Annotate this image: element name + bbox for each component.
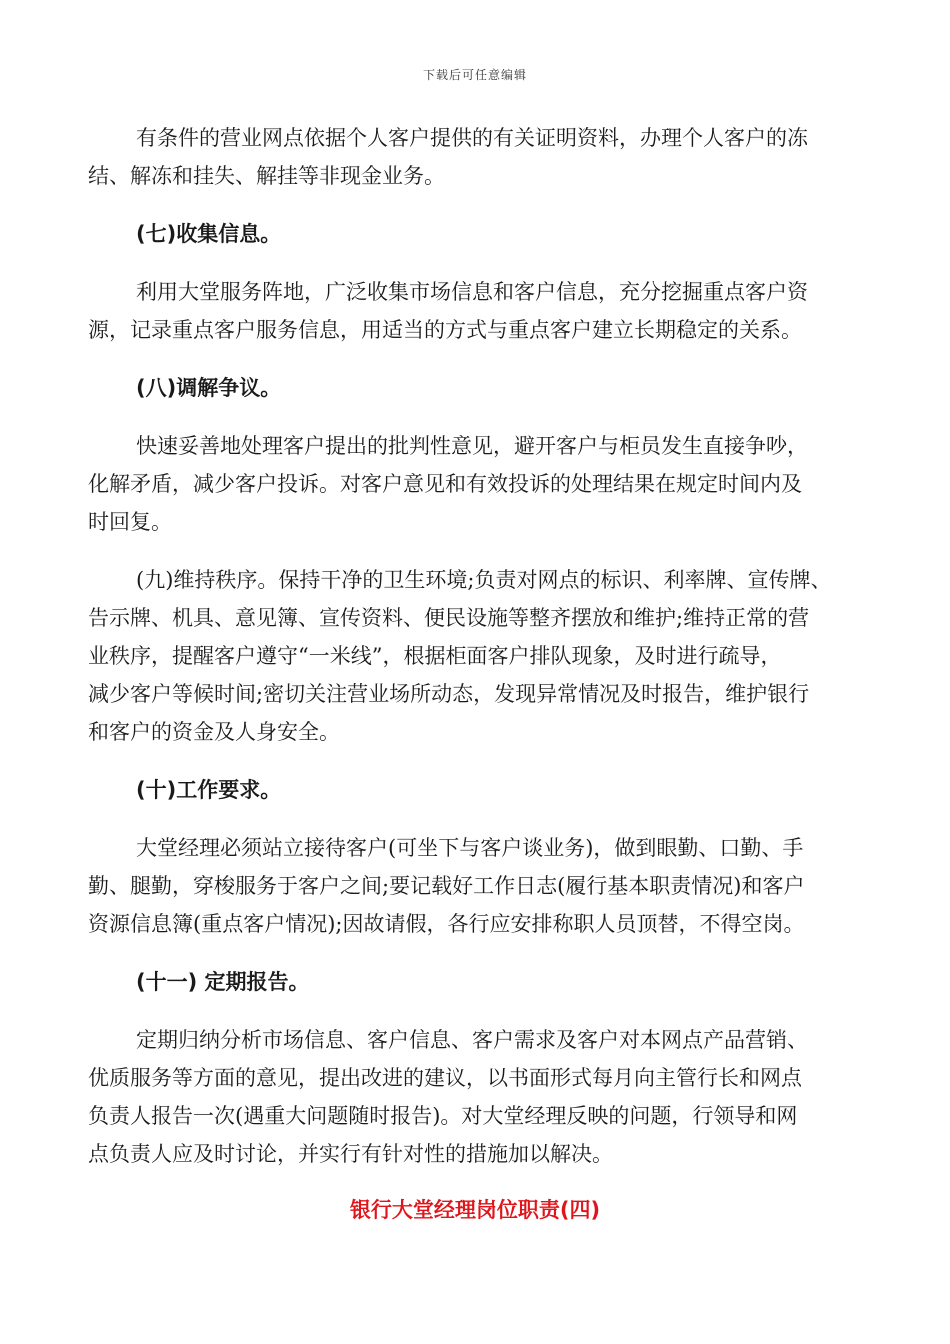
paragraph-line: 点负责人应及时讨论，并实行有针对性的措施加以解决。 [88,1142,613,1166]
paragraph-line: 化解矛盾，减少客户投诉。对客户意见和有效投诉的处理结果在规定时间内及 [88,472,802,496]
paragraph-line: 利用大堂服务阵地，广泛收集市场信息和客户信息，充分挖掘重点客户资 [136,280,808,304]
page-header: 下载后可任意编辑 [422,68,527,82]
paragraph-line: 和客户的资金及人身安全。 [88,720,340,744]
paragraph-line: 优质服务等方面的意见，提出改进的建议，以书面形式每月向主管行长和网点 [88,1066,802,1090]
section-heading: (八)调解争议。 [136,376,282,400]
section-heading: (七)收集信息。 [136,222,282,246]
section-title: 银行大堂经理岗位职责(四) [349,1198,601,1222]
paragraph-line: 减少客户等候时间;密切关注营业场所动态，发现异常情况及时报告，维护银行 [88,682,810,706]
paragraph-line: 负责人报告一次(遇重大问题随时报告)。对大堂经理反映的问题，行领导和网 [88,1104,798,1128]
paragraph-line: 源，记录重点客户服务信息，用适当的方式与重点客户建立长期稳定的关系。 [88,318,802,342]
paragraph-line: 定期归纳分析市场信息、客户信息、客户需求及客户对本网点产品营销、 [136,1028,808,1052]
paragraph-line: 时回复。 [88,510,172,534]
paragraph-line: 大堂经理必须站立接待客户(可坐下与客户谈业务)，做到眼勤、口勤、手 [136,836,804,860]
paragraph-line: 结、解冻和挂失、解挂等非现金业务。 [88,164,445,188]
section-heading: (十一) 定期报告。 [136,970,310,994]
paragraph-line: 快速妥善地处理客户提出的批判性意见，避开客户与柜员发生直接争吵， [136,434,808,458]
paragraph-line: 勤、腿勤，穿梭服务于客户之间;要记载好工作日志(履行基本职责情况)和客户 [88,874,805,898]
section-heading: (十)工作要求。 [136,778,282,802]
paragraph-line: 告示牌、机具、意见簿、宣传资料、便民设施等整齐摆放和维护;维持正常的营 [88,606,810,630]
paragraph-line: (九)维持秩序。保持干净的卫生环境;负责对网点的标识、利率牌、宣传牌、 [136,568,832,592]
paragraph-line: 业秩序，提醒客户遵守“一米线”，根据柜面客户排队现象，及时进行疏导， [88,644,782,668]
paragraph-line: 有条件的营业网点依据个人客户提供的有关证明资料，办理个人客户的冻 [136,126,808,150]
paragraph-line: 资源信息簿(重点客户情况);因故请假，各行应安排称职人员顶替，不得空岗。 [88,912,805,936]
